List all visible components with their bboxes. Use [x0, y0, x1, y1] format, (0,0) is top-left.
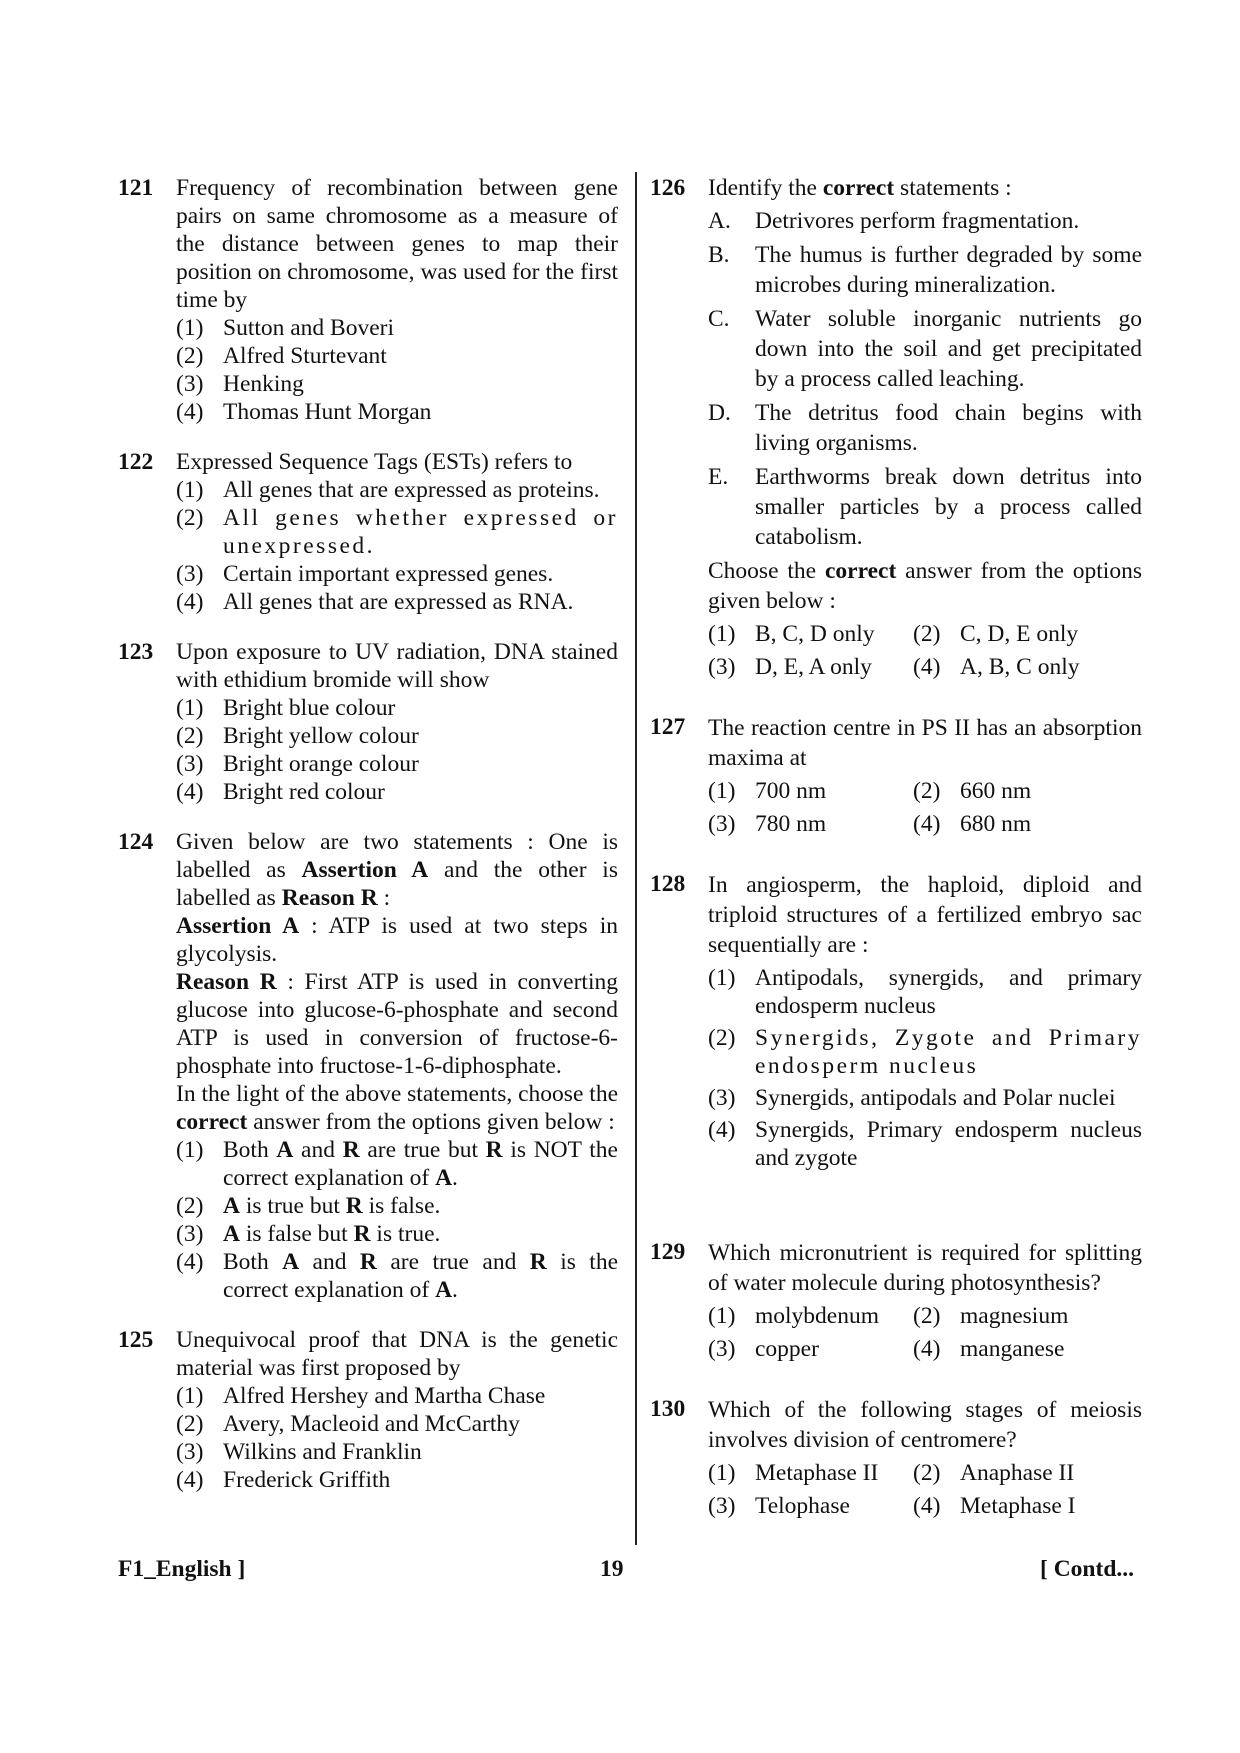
- option-3[interactable]: (3) Telophase: [708, 1493, 850, 1519]
- question-number: 124: [118, 829, 154, 855]
- option-3[interactable]: (3) Synergids, antipodals and Polar nuclei: [708, 1085, 1116, 1111]
- option-2[interactable]: (2) All genes whether expressed or unexpressed.: [176, 505, 618, 559]
- option-3[interactable]: (3) A is false but R is true.: [176, 1221, 441, 1247]
- question-stem: The reaction centre in PS II has an absorption maxima at: [708, 715, 1142, 771]
- statement-e: E. Earthworms break down detritus into smaller particles by a process called catabolism.: [708, 464, 1142, 550]
- option-4[interactable]: (4) Synergids, Primary endosperm nucleus and zygote: [708, 1117, 1142, 1171]
- statement-a: A. Detrivores perform fragmentation.: [708, 208, 1080, 234]
- option-3[interactable]: (3) copper: [708, 1336, 819, 1362]
- right-column: [650, 174, 1142, 1520]
- option-2[interactable]: (2) magnesium: [913, 1303, 1069, 1329]
- question-number: 123: [118, 639, 154, 665]
- option-1[interactable]: (1) Bright blue colour: [176, 695, 396, 721]
- question-129: [650, 1238, 1142, 1363]
- footer-paper-code: F1_English ]: [118, 1556, 246, 1582]
- question-number: 121: [118, 175, 154, 201]
- question-stem: Expressed Sequence Tags (ESTs) refers to: [176, 449, 573, 475]
- question-stem: Which micronutrient is required for splitting of water molecule during photosynthesis?: [708, 1240, 1142, 1296]
- question-stem: Identify the correct statements :: [708, 175, 1012, 201]
- option-4[interactable]: (4) A, B, C only: [913, 654, 1080, 680]
- question-125: [118, 1326, 618, 1494]
- left-column: [118, 174, 618, 1494]
- question-stem: Given below are two statements : One is labelled as Assertion A and the other is labelled as Reason R :: [176, 829, 618, 911]
- question-number: 125: [118, 1327, 154, 1353]
- question-stem: Which of the following stages of meiosis involves division of centromere?: [708, 1397, 1142, 1453]
- option-4[interactable]: (4) Frederick Griffith: [176, 1467, 391, 1493]
- option-2[interactable]: (2) C, D, E only: [913, 621, 1079, 647]
- option-2[interactable]: (2) Anaphase II: [913, 1460, 1075, 1486]
- question-stem: Upon exposure to UV radiation, DNA stained with ethidium bromide will show: [176, 639, 618, 693]
- option-4[interactable]: (4) Both A and R are true and R is the correct explanation of A.: [176, 1249, 619, 1303]
- option-1[interactable]: (1) Alfred Hershey and Martha Chase: [176, 1383, 546, 1409]
- question-124: [118, 828, 618, 1304]
- statement-c: C. Water soluble inorganic nutrients go down into the soil and get precipitated by a process called leaching.: [708, 306, 1142, 392]
- question-stem: Unequivocal proof that DNA is the genetic material was first proposed by: [176, 1327, 618, 1381]
- option-3[interactable]: (3) Wilkins and Franklin: [176, 1439, 422, 1465]
- question-127: [650, 713, 1142, 838]
- choose-instruction: In the light of the above statements, choose the correct answer from the options given below :: [176, 1081, 618, 1135]
- option-4[interactable]: (4) Metaphase I: [913, 1493, 1076, 1519]
- question-126: [650, 174, 1142, 681]
- question-number: 122: [118, 449, 154, 475]
- option-4[interactable]: (4) 680 nm: [913, 811, 1032, 837]
- option-1[interactable]: (1) B, C, D only: [708, 621, 875, 647]
- question-stem: In angiosperm, the haploid, diploid and triploid structures of a fertilized embryo sac sequentially are :: [708, 872, 1142, 958]
- option-3[interactable]: (3) Certain important expressed genes.: [176, 561, 554, 587]
- option-1[interactable]: (1) Metaphase II: [708, 1460, 879, 1486]
- question-130: [650, 1395, 1142, 1520]
- option-2[interactable]: (2) Avery, Macleoid and McCarthy: [176, 1411, 520, 1437]
- question-number: 127: [650, 714, 686, 740]
- option-4[interactable]: (4) manganese: [913, 1336, 1065, 1362]
- option-3[interactable]: (3) D, E, A only: [708, 654, 872, 680]
- option-4[interactable]: (4) Bright red colour: [176, 779, 385, 805]
- question-number: 130: [650, 1396, 686, 1422]
- question-121: [118, 174, 618, 426]
- choose-instruction: Choose the correct answer from the options given below :: [708, 558, 1142, 614]
- question-number: 128: [650, 871, 686, 897]
- assertion-statement: Assertion A : ATP is used at two steps in glycolysis.: [176, 913, 618, 967]
- option-2[interactable]: (2) 660 nm: [913, 778, 1032, 804]
- question-number: 129: [650, 1239, 686, 1265]
- reason-statement: Reason R : First ATP is used in converting glucose into glucose-6-phosphate and second ATP is used in conversion of fructose-6-phosphate into fructose-1-6-diphosphate.: [176, 969, 618, 1079]
- option-3[interactable]: (3) Henking: [176, 371, 304, 397]
- option-1[interactable]: (1) Sutton and Boveri: [176, 315, 395, 341]
- question-number: 126: [650, 175, 686, 201]
- option-2[interactable]: (2) Bright yellow colour: [176, 723, 419, 749]
- question-stem: Frequency of recombination between gene pairs on same chromosome as a measure of the distance between genes to map their position on chromosome, was used for the first time by: [176, 175, 618, 313]
- footer-contd: [ Contd...: [1040, 1556, 1135, 1582]
- question-128: [650, 870, 1142, 1172]
- statement-b: B. The humus is further degraded by some microbes during mineralization.: [708, 242, 1142, 298]
- footer-page-number: 19: [600, 1556, 624, 1582]
- statement-d: D. The detritus food chain begins with living organisms.: [708, 400, 1142, 456]
- option-1[interactable]: (1) 700 nm: [708, 778, 827, 804]
- option-1[interactable]: (1) Both A and R are true but R is NOT the correct explanation of A.: [176, 1137, 618, 1191]
- question-122: [118, 448, 618, 616]
- option-1[interactable]: (1) molybdenum: [708, 1303, 880, 1329]
- column-divider: [635, 172, 637, 1545]
- option-4[interactable]: (4) Thomas Hunt Morgan: [176, 399, 432, 425]
- option-2[interactable]: (2) A is true but R is false.: [176, 1193, 441, 1219]
- option-4[interactable]: (4) All genes that are expressed as RNA.: [176, 589, 574, 615]
- option-3[interactable]: (3) Bright orange colour: [176, 751, 419, 777]
- option-2[interactable]: (2) Alfred Sturtevant: [176, 343, 387, 369]
- option-1[interactable]: (1) Antipodals, synergids, and primary endosperm nucleus: [708, 965, 1142, 1019]
- question-123: [118, 638, 618, 806]
- option-2[interactable]: (2) Synergids, Zygote and Primary endosperm nucleus: [708, 1025, 1142, 1079]
- option-1[interactable]: (1) All genes that are expressed as proteins.: [176, 477, 600, 503]
- option-3[interactable]: (3) 780 nm: [708, 811, 827, 837]
